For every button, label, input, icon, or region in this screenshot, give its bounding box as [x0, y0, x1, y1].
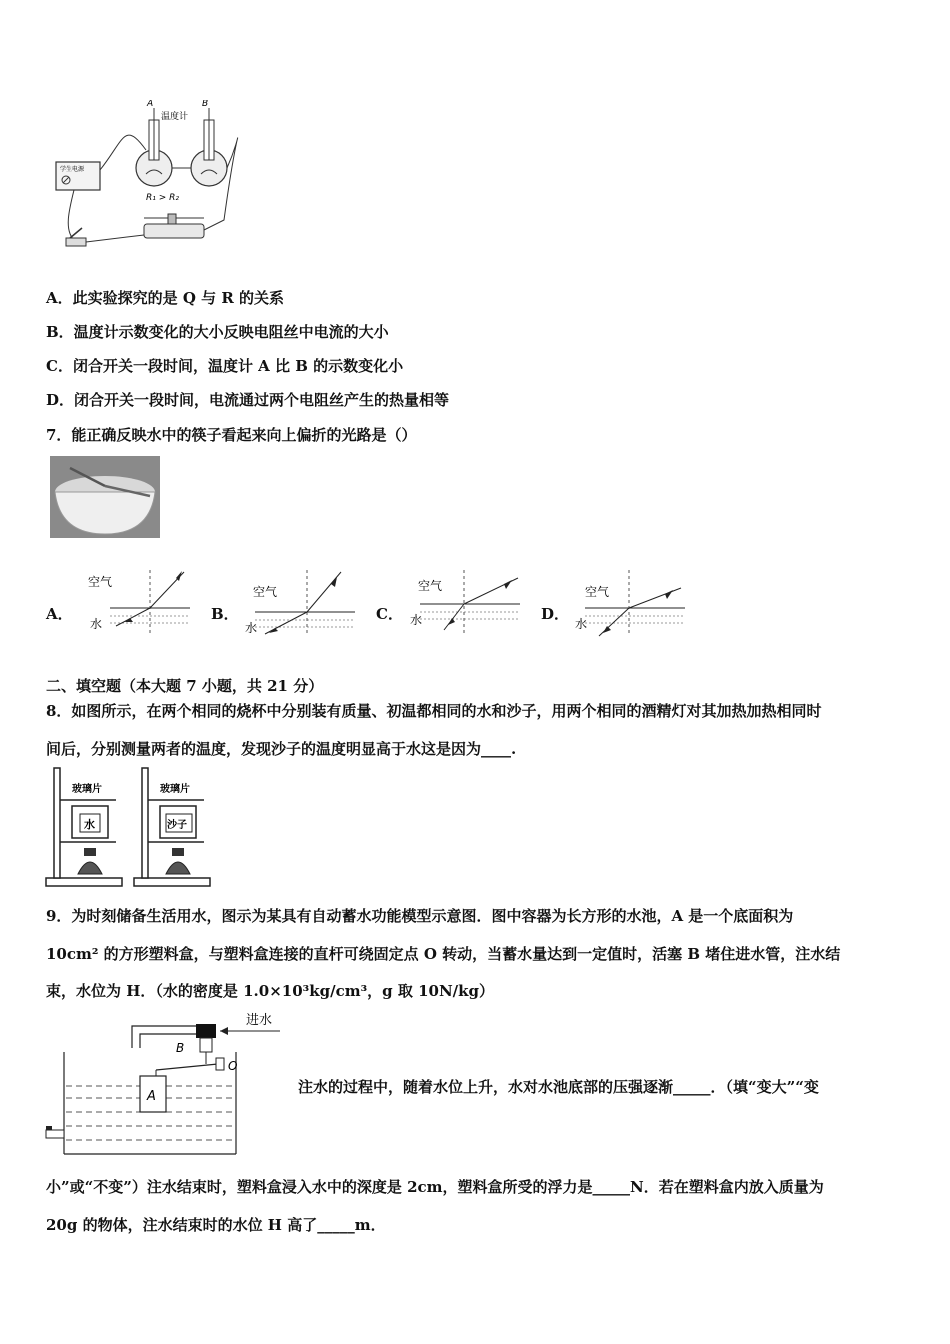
heating-apparatus-figure [44, 766, 214, 890]
q8-line-1: 8．如图所示，在两个相同的烧杯中分别装有质量、初温都相同的水和沙子，用两个相同的酒精灯对其加热加热相同时 [46, 702, 822, 720]
q9-side-text: 注水的过程中，随着水位上升，水对水池底部的压强逐渐_____．（填“变大”“变 [298, 1078, 819, 1096]
power-label: 学生电源 [60, 166, 85, 173]
water-label: 水 [90, 617, 103, 631]
q9-line-1: 9．为时刻储备生活用水，图示为某具有自动蓄水功能模型示意图．图中容器为长方形的水池，A 是一个底面积为 [46, 907, 794, 925]
choice-a-letter: A． [46, 605, 73, 623]
label-b: B [202, 100, 209, 109]
chopstick-bowl-photo [50, 456, 160, 538]
q6-option-c: C．闭合开关一段时间，温度计 A 比 B 的示数变化小 [46, 357, 404, 375]
choice-d-diagram [573, 568, 688, 638]
q6-option-a: A．此实验探究的是 Q 与 R 的关系 [46, 289, 285, 307]
choice-d-letter: D． [541, 605, 570, 623]
water-tank-figure [40, 1008, 290, 1158]
glass-label-1: 玻璃片 [72, 784, 102, 795]
circuit-figure [44, 100, 244, 260]
water-label: 水 [575, 617, 588, 631]
q6-option-b: B．温度计示数变化的大小反映电阻丝中电流的大小 [46, 323, 389, 341]
beaker-label-sand: 沙子 [167, 820, 187, 831]
label-a: A [147, 100, 154, 109]
inlet-label: 进水 [246, 1013, 273, 1028]
thermometer-label: 温度计 [161, 112, 189, 122]
label-a: A [147, 1089, 156, 1104]
water-label: 水 [245, 621, 258, 635]
q7-stem: 7．能正确反映水中的筷子看起来向上偏折的光路是（） [46, 426, 417, 444]
choice-c-diagram [408, 568, 523, 638]
choice-a-diagram [78, 568, 193, 638]
choice-b-letter: B． [211, 605, 239, 623]
q9-line-2: 10cm² 的方形塑料盒，与塑料盒连接的直杆可绕固定点 O 转动，当蓄水量达到一定值时，活塞 B 堵住进水管，注水结 [46, 945, 841, 963]
q9-line-4: 小”或“不变”）注水结束时，塑料盒浸入水中的深度是 2cm，塑料盒所受的浮力是_____N．若在塑料盒内放入质量为 [46, 1178, 824, 1196]
water-label: 水 [410, 613, 423, 627]
air-label: 空气 [88, 575, 113, 589]
choice-c-letter: C． [376, 605, 403, 623]
section-heading: 二、填空题（本大题 7 小题，共 21 分） [46, 677, 324, 695]
label-o: O [228, 1059, 238, 1073]
glass-label-2: 玻璃片 [160, 784, 190, 795]
air-label: 空气 [418, 579, 443, 593]
q9-line-3: 束，水位为 H．（水的密度是 1.0×10³kg/cm³，g 取 10N/kg） [46, 982, 495, 1000]
q9-line-5: 20g 的物体，注水结束时的水位 H 高了_____m． [46, 1216, 386, 1234]
q6-option-d: D．闭合开关一段时间，电流通过两个电阻丝产生的热量相等 [46, 391, 450, 409]
label-b: B [176, 1041, 185, 1055]
q8-line-2: 间后，分别测量两者的温度，发现沙子的温度明显高于水这是因为____. [46, 740, 517, 758]
beaker-label-water: 水 [84, 818, 95, 831]
air-label: 空气 [585, 585, 610, 599]
air-label: 空气 [253, 585, 278, 599]
resistance-compare: R₁ > R₂ [146, 193, 179, 203]
choice-b-diagram [243, 568, 358, 638]
